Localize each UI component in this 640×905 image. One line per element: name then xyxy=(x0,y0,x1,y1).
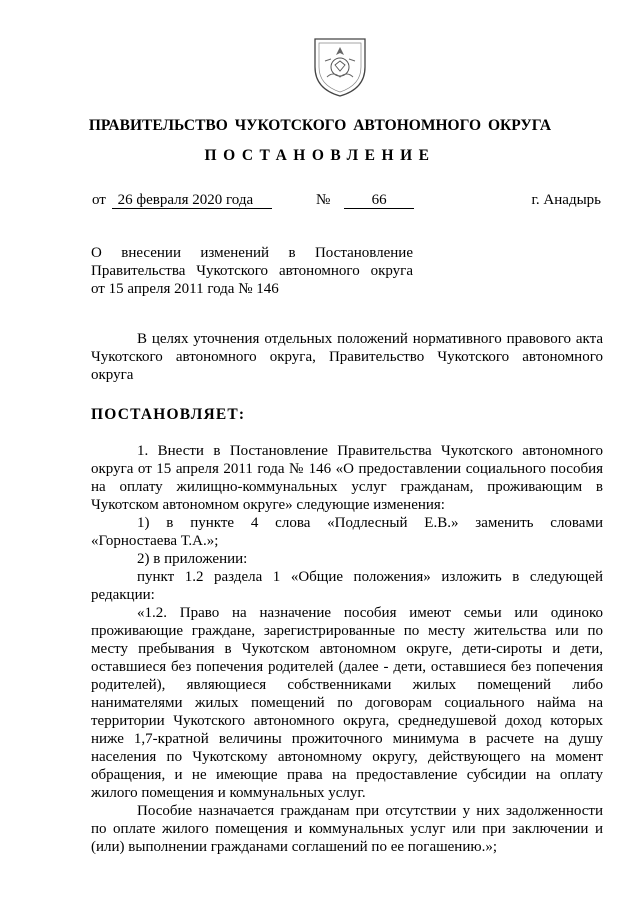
clause-line: населения по Чукотскому автономному округу, действующего на момент xyxy=(91,749,603,765)
clause-line: территории Чукотского автономного округа, среднедушевой доход которых xyxy=(91,713,603,729)
clause-1-2-text xyxy=(91,604,603,802)
clause-line: проживающие граждане, зарегистрированные по месту жительства или по xyxy=(91,623,603,639)
clause-line: (или) выполнении гражданами соглашений по ее погашению.»; xyxy=(91,839,497,855)
clause-1-1 xyxy=(91,514,603,550)
preamble-line: В целях уточнения отдельных положений нормативного правового акта xyxy=(137,331,603,347)
document-subject xyxy=(91,244,413,298)
document-number: 66 xyxy=(344,192,414,209)
preamble-line: Чукотского автономного округа, Правительство Чукотского автономного xyxy=(91,349,603,365)
date-field xyxy=(92,192,272,209)
subject-line: от 15 апреля 2011 года № 146 xyxy=(91,281,279,297)
coat-of-arms-emblem xyxy=(307,33,373,99)
document-body xyxy=(91,330,603,856)
clause-1-2-intro xyxy=(91,568,603,604)
subject-line: Правительства Чукотского автономного округа xyxy=(91,263,413,279)
from-label: от xyxy=(92,192,106,208)
number-label: № xyxy=(316,192,331,208)
clause-line: жилого помещения и коммунальных услуг. xyxy=(91,785,366,801)
document-type: ПОСТАНОВЛЕНИЕ xyxy=(204,147,436,164)
clause-line: месту пребывания в Чукотском автономном округе, дети-сироты и дети, xyxy=(91,641,603,657)
clause-1 xyxy=(91,442,603,514)
clause-line: «Горностаева Т.А.»; xyxy=(91,533,219,549)
clause-line: оставшиеся без попечения родителей (далее - дети, оставшиеся без попечения xyxy=(91,659,603,675)
number-field xyxy=(316,192,414,209)
preamble xyxy=(91,330,603,384)
clause-line: 1) в пункте 4 слова «Подлесный Е.В.» заменить словами xyxy=(137,515,603,531)
clause-line: нанимателями жилых помещений по договорам социального найма на xyxy=(91,695,603,711)
clause-line: родителей), являющиеся собственниками жилых помещений либо xyxy=(91,677,603,693)
clause-line: редакции: xyxy=(91,587,155,603)
clause-line: по оплате жилого помещения и коммунальных услуг или при заключении и xyxy=(91,821,603,837)
government-title: ПРАВИТЕЛЬСТВО ЧУКОТСКОГО АВТОНОМНОГО ОКРУГА xyxy=(88,117,552,134)
clause-line: ниже 1,7-кратной величины прожиточного минимума в расчете на душу xyxy=(91,731,603,747)
clause-line: «1.2. Право на назначение пособия имеют семьи или одиноко xyxy=(137,605,603,621)
clause-line: пункт 1.2 раздела 1 «Общие положения» изложить в следующей xyxy=(137,569,603,585)
document-place: г. Анадырь xyxy=(531,192,601,208)
clause-line: обращения, и не имеющие права на предоставление субсидии на оплату xyxy=(91,767,603,783)
clause-line: Пособие назначается гражданам при отсутствии у них задолженности xyxy=(137,803,603,819)
preamble-line: округа xyxy=(91,367,134,383)
clause-line: 2) в приложении: xyxy=(137,551,248,567)
clause-line: на оплату жилищно-коммунальных услуг гражданам, проживающим в xyxy=(91,479,603,495)
document-date: 26 февраля 2020 года xyxy=(112,192,272,209)
clause-1-2 xyxy=(91,550,603,568)
resolves-heading: ПОСТАНОВЛЯЕТ: xyxy=(91,406,246,423)
clause-1-2-text-2 xyxy=(91,802,603,856)
subject-line: О внесении изменений в Постановление xyxy=(91,245,413,261)
clause-line: 1. Внести в Постановление Правительства Чукотского автономного xyxy=(137,443,603,459)
clause-line: Чукотском автономном округе» следующие изменения: xyxy=(91,497,445,513)
clause-line: округа от 15 апреля 2011 года № 146 «О предоставлении социального пособия xyxy=(91,461,603,477)
